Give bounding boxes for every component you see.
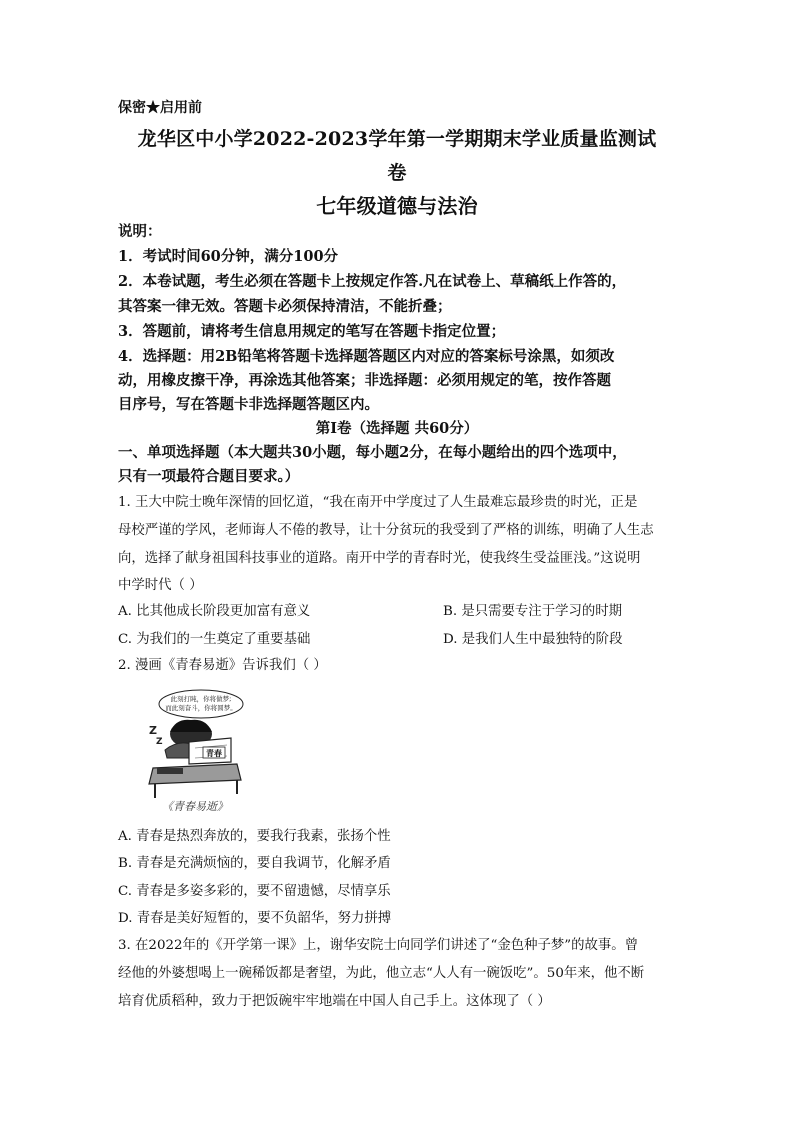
- bubble-text-1: 此刻打盹，你将做梦;: [170, 695, 232, 703]
- q1-option-d: D. 是我们人生中最独特的阶段: [443, 632, 623, 647]
- confidential-mark: 保密★启用前: [118, 100, 202, 116]
- zzz-mark: Z: [149, 724, 157, 737]
- cartoon-caption: 《青春易逝》: [162, 800, 228, 813]
- volume-title: 第Ⅰ卷（选择题 共60分）: [315, 420, 479, 437]
- instruction-item-2-line1: 2．本卷试题，考生必须在答题卡上按规定作答.凡在试卷上、草稿纸上作答的，: [118, 273, 627, 290]
- q2-option-c: C. 青春是多姿多彩的，要不留遗憾，尽情享乐: [118, 884, 391, 899]
- q2-option-a: A. 青春是热烈奔放的，要我行我素，张扬个性: [118, 829, 391, 844]
- q1-stem-line2: 母校严谨的学风，老师诲人不倦的教导，让十分贫玩的我受到了严格的训练，明确了人生志: [118, 523, 654, 538]
- q2-option-b: B. 青春是充满烦恼的，要自我调节，化解矛盾: [118, 856, 391, 871]
- instruction-item-4-line2: 动，用橡皮擦干净，再涂选其他答案；非选择题：必须用规定的笔，按作答题: [118, 372, 611, 389]
- instruction-item-4-line3: 目序号，写在答题卡非选择题答题区内。: [118, 396, 379, 413]
- part-heading-line1: 一、单项选择题（本大题共30小题，每小题2分，在每小题给出的四个选项中，: [118, 444, 627, 461]
- instruction-item-1: 1．考试时间60分钟，满分100分: [118, 248, 339, 265]
- cartoon-qingchun-yishi: [143, 688, 246, 814]
- q1-option-a: A. 比其他成长阶段更加富有意义: [118, 604, 311, 619]
- instruction-item-3: 3．答题前，请将考生信息用规定的笔写在答题卡指定位置；: [118, 323, 506, 340]
- exam-title-line1: 龙华区中小学2022-2023学年第一学期期末学业质量监测试: [137, 128, 657, 150]
- q3-stem-line3: 培育优质稻种，致力于把饭碗牢牢地端在中国人自己手上。这体现了（ ）: [118, 994, 551, 1009]
- instruction-item-2-line2: 其答案一律无效。答题卡必须保持清洁，不能折叠；: [118, 298, 452, 315]
- svg-text:Z: Z: [156, 737, 163, 747]
- bubble-text-2: 而此刻奋斗，你将圆梦。: [165, 704, 237, 712]
- instructions-label: 说明：: [118, 223, 162, 240]
- q3-stem-line1: 3. 在2022年的《开学第一课》上，谢华安院士向同学们讲述了“金色种子梦”的故事。曾: [118, 938, 639, 953]
- q2-option-d: D. 青春是美好短暂的，要不负韶华，努力拼搏: [118, 911, 392, 926]
- subject-title: 七年级道德与法治: [316, 194, 478, 218]
- q3-stem-line2: 经他的外婆想喝上一碗稀饭都是奢望，为此，他立志“人人有一碗饭吃”。50年来，他不断: [118, 966, 645, 981]
- cartoon-illustration: [143, 688, 246, 814]
- q1-stem-line1: 1. 王大中院士晚年深情的回忆道，“我在南开中学度过了人生最难忘最珍贵的时光，正是: [118, 495, 638, 510]
- q1-stem-line4: 中学时代（ ）: [118, 578, 203, 593]
- q1-option-b: B. 是只需要专注于学习的时期: [443, 604, 623, 619]
- q1-stem-line3: 向，选择了献身祖国科技事业的道路。南开中学的青春时光，使我终生受益匪浅。”这说明: [118, 551, 641, 566]
- exam-title-line2: 卷: [387, 162, 407, 184]
- instruction-item-4-line1: 4．选择题：用2B铅笔将答题卡选择题答题区内对应的答案标号涂黑，如须改: [118, 348, 615, 365]
- book-label: 青春: [206, 749, 222, 758]
- part-heading-line2: 只有一项最符合题目要求。）: [118, 468, 300, 485]
- q2-stem: 2. 漫画《青春易逝》告诉我们（ ）: [118, 658, 327, 673]
- q1-option-c: C. 为我们的一生奠定了重要基础: [118, 632, 311, 647]
